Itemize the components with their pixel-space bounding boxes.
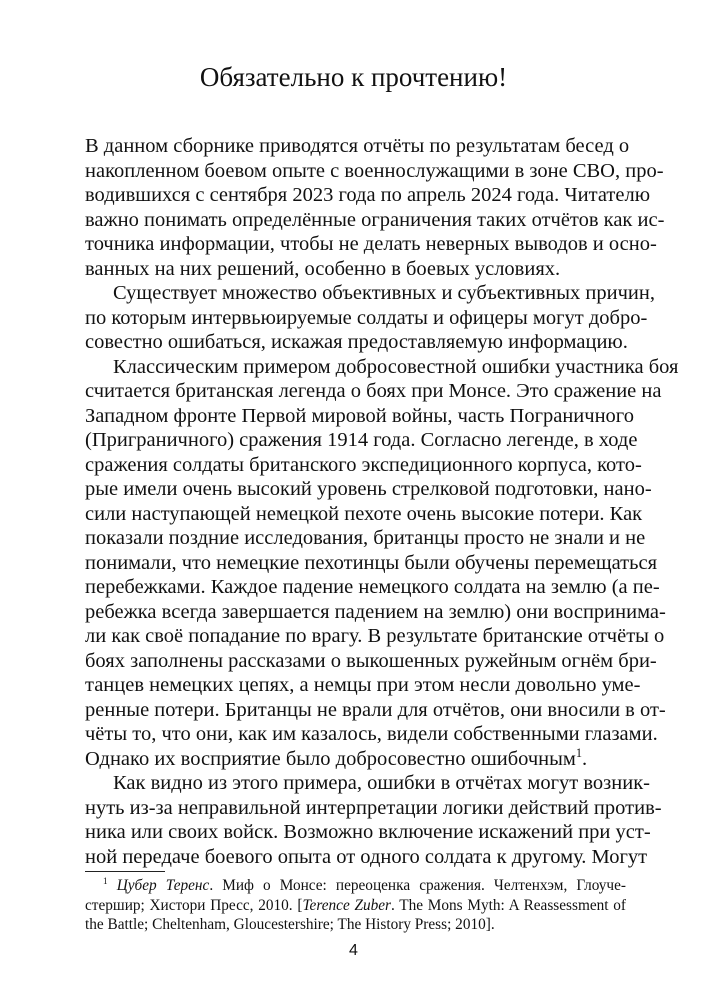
text-line: точника информации, чтобы не делать неверных выводов и осно- <box>85 233 657 255</box>
text-line: понимали, что немецкие пехотинцы были обучены перемещаться <box>85 551 658 574</box>
text-line: показали поздние исследования, британцы просто не знали и не <box>85 527 646 549</box>
footnote-reference[interactable]: 1 <box>575 745 583 760</box>
footnote-text: стершир; Хистори Пресс, 2010. [ <box>85 896 303 914</box>
text-line: чёты то, что они, как им казалось, видели собственными глазами. <box>85 723 658 745</box>
text-line: Классическим примером добросовестной ошибки участника боя <box>113 355 679 378</box>
text-line: Западном фронте Первой мировой войны, часть Пограничного <box>85 404 634 427</box>
text-line: совестно ошибаться, искажая предоставляемую информацию. <box>85 331 628 353</box>
footnote-number: 1 <box>103 875 108 886</box>
footnote-line: the Battle; Cheltenham, Gloucestershire; The History Press; 2010]. <box>85 916 495 933</box>
text-line: Однако их восприятие было добросовестно ошибочным$^1$. <box>85 745 588 770</box>
text-line: рые имели очень высокий уровень стрелковой подготовки, нано- <box>85 478 652 500</box>
body-text <box>85 134 679 869</box>
text-line: ванных на них решений, особенно в боевых условиях. <box>85 257 561 280</box>
text-line: нуть из-за неправильной интерпретации логики действий против- <box>85 796 662 819</box>
page-number: 4 <box>349 942 358 959</box>
text-line: Как видно из этого примера, ошибки в отчётах могут возник- <box>113 772 650 794</box>
text-line: (Приграничного) сражения 1914 года. Согласно легенде, в ходе <box>85 429 638 451</box>
text-line: ли как своё попадание по врагу. В результате британские отчёты о <box>85 625 665 647</box>
text-line: считается британская легенда о боях при Монсе. Это сражение на <box>85 380 662 402</box>
paragraph <box>85 134 665 281</box>
text-line: танцев немецких цепях, а немцы при этом несли довольно уме- <box>85 674 641 696</box>
footnote-text: . The Mons Myth: A Reassessment of <box>391 896 626 914</box>
paragraph <box>85 355 679 772</box>
text-line: ника или своих войск. Возможно включение искажений при уст- <box>85 821 651 843</box>
text-line: водившихся с сентября 2023 года по апрель 2024 года. Читателю <box>85 184 651 206</box>
footnote <box>85 876 626 935</box>
text-line: ребежка всегда завершается падением на землю) они воспринима- <box>85 600 666 623</box>
paragraph <box>85 281 655 355</box>
text-line: Существует множество объективных и субъективных причин, <box>113 282 655 304</box>
footnote-author-en: Terence Zuber <box>302 896 392 914</box>
text-line: В данном сборнике приводятся отчёты по результатам бесед о <box>85 135 630 157</box>
paragraph <box>85 771 662 869</box>
footnote-separator <box>85 871 165 872</box>
text: Однако их восприятие было добросовестно ошибочным <box>85 747 576 770</box>
text-line: сили наступающей немецкой пехоте очень высокие потери. Как <box>85 502 643 525</box>
text-line: накопленном боевом опыте с военнослужащими в зоне СВО, про- <box>85 159 664 182</box>
text-line: ной передаче боевого опыта от одного солдата к другому. Могут <box>85 845 648 868</box>
text-line: ренные потери. Британцы не врали для отчётов, они вносили в от- <box>85 698 666 721</box>
text-line: по которым интервьюируемые солдаты и офицеры могут добро- <box>85 306 648 329</box>
text-line: перебежками. Каждое падение немецкого солдата на землю (а пе- <box>85 576 660 598</box>
footnote-line <box>85 876 626 896</box>
footnote-line <box>85 896 626 916</box>
page-title: Обязательно к прочтению! <box>199 62 508 92</box>
text-line: сражения солдаты британского экспедиционного корпуса, кото- <box>85 453 642 476</box>
text-line: боях заполнены рассказами о выкошенных ружейным огнём бри- <box>85 649 657 672</box>
footnote-author-ru: Цубер Теренс <box>116 877 210 894</box>
text-line: важно понимать определённые ограничения таких отчётов как ис- <box>85 208 665 231</box>
footnote-text: . Миф о Монсе: переоценка сражения. Челтенхэм, Глоуче- <box>209 877 627 894</box>
